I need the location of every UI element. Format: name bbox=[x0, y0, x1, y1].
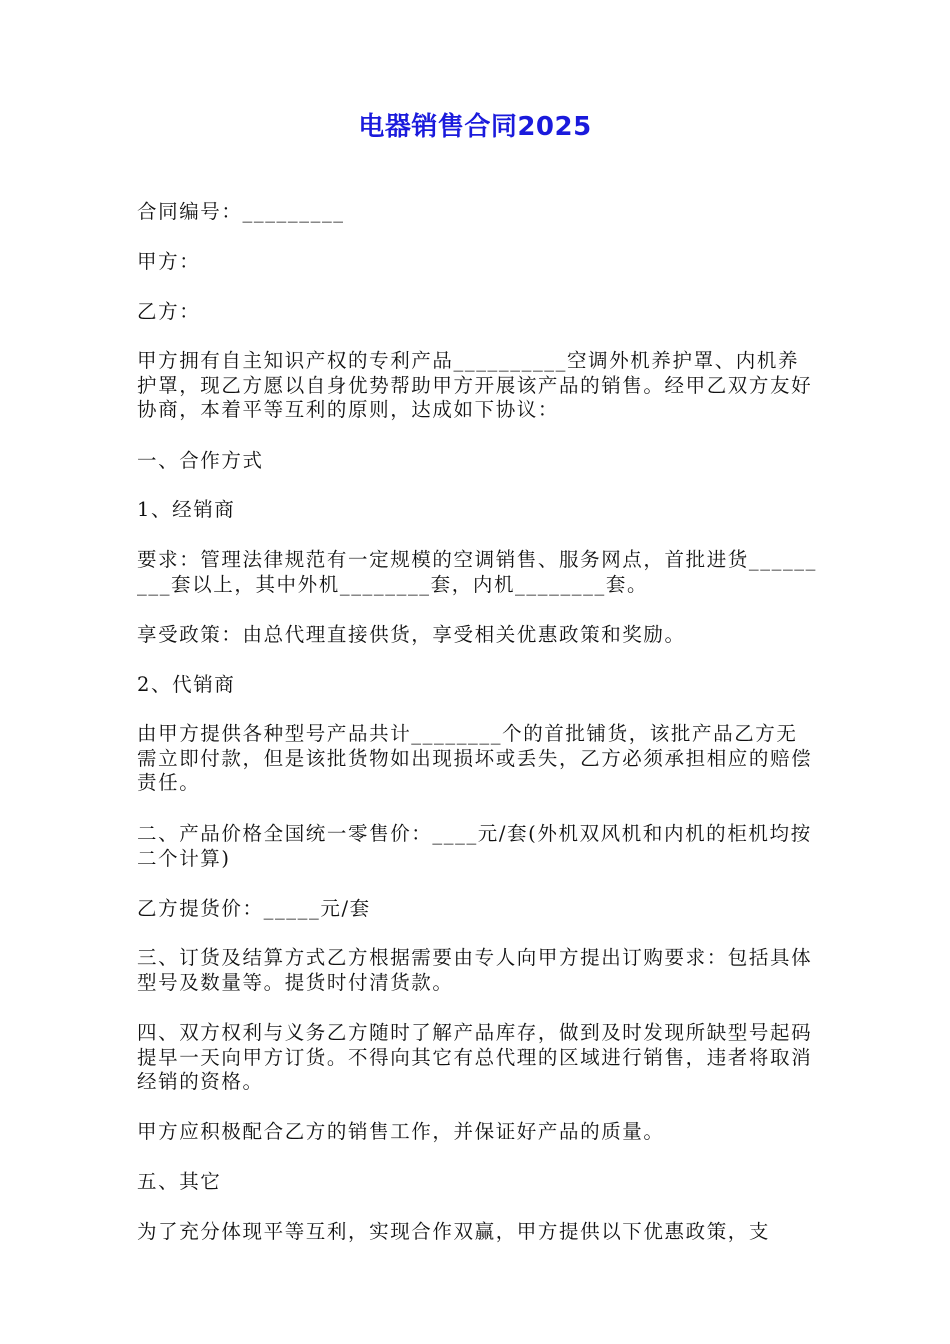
intro-paragraph: 甲方拥有自主知识产权的专利产品__________空调外机养护罩、内机养护罩，现乙方愿以自身优势帮助甲方开展该产品的销售。经甲乙双方友好协商，本着平等互利的原则，达成如下协议： bbox=[137, 349, 813, 422]
section-heading: 四、双方权利与义务乙方随时了解产品库存，做到及时发现所缺型号起码提早一天向甲方订货。不得向其它有总代理的区域进行销售，违者将取消经销的资格。 bbox=[137, 1021, 813, 1094]
paragraph: 享受政策：由总代理直接供货，享受相关优惠政策和奖励。 bbox=[137, 623, 686, 646]
subsection-heading: 2、代销商 bbox=[137, 673, 236, 696]
paragraph: 为了充分体现平等互利，实现合作双赢，甲方提供以下优惠政策，支 bbox=[137, 1220, 771, 1243]
section-heading: 三、订货及结算方式乙方根据需要由专人向甲方提出订购要求：包括具体型号及数量等。提货时付清货款。 bbox=[137, 946, 813, 994]
section-heading: 二、产品价格全国统一零售价：____元/套(外机双风机和内机的柜机均按二个计算) bbox=[137, 822, 812, 870]
section-heading: 五、其它 bbox=[137, 1170, 222, 1193]
subsection-heading: 1、经销商 bbox=[137, 498, 236, 521]
contract-number-line: 合同编号：_________ bbox=[137, 200, 345, 223]
document-title: 电器销售合同2025 bbox=[358, 112, 592, 142]
party-a-line: 甲方： bbox=[137, 250, 201, 273]
section-heading: 一、合作方式 bbox=[137, 449, 264, 472]
paragraph: 由甲方提供各种型号产品共计________个的首批铺货，该批产品乙方无需立即付款，但是该批货物如出现损坏或丢失，乙方必须承担相应的赔偿责任。 bbox=[137, 722, 813, 795]
party-b-line: 乙方： bbox=[137, 300, 201, 323]
paragraph: 要求：管理法律规范有一定规模的空调销售、服务网点，首批进货_________套以上，其中外机________套，内机________套。 bbox=[137, 548, 818, 596]
paragraph: 甲方应积极配合乙方的销售工作，并保证好产品的质量。 bbox=[137, 1120, 665, 1143]
paragraph: 乙方提货价：_____元/套 bbox=[137, 897, 371, 920]
